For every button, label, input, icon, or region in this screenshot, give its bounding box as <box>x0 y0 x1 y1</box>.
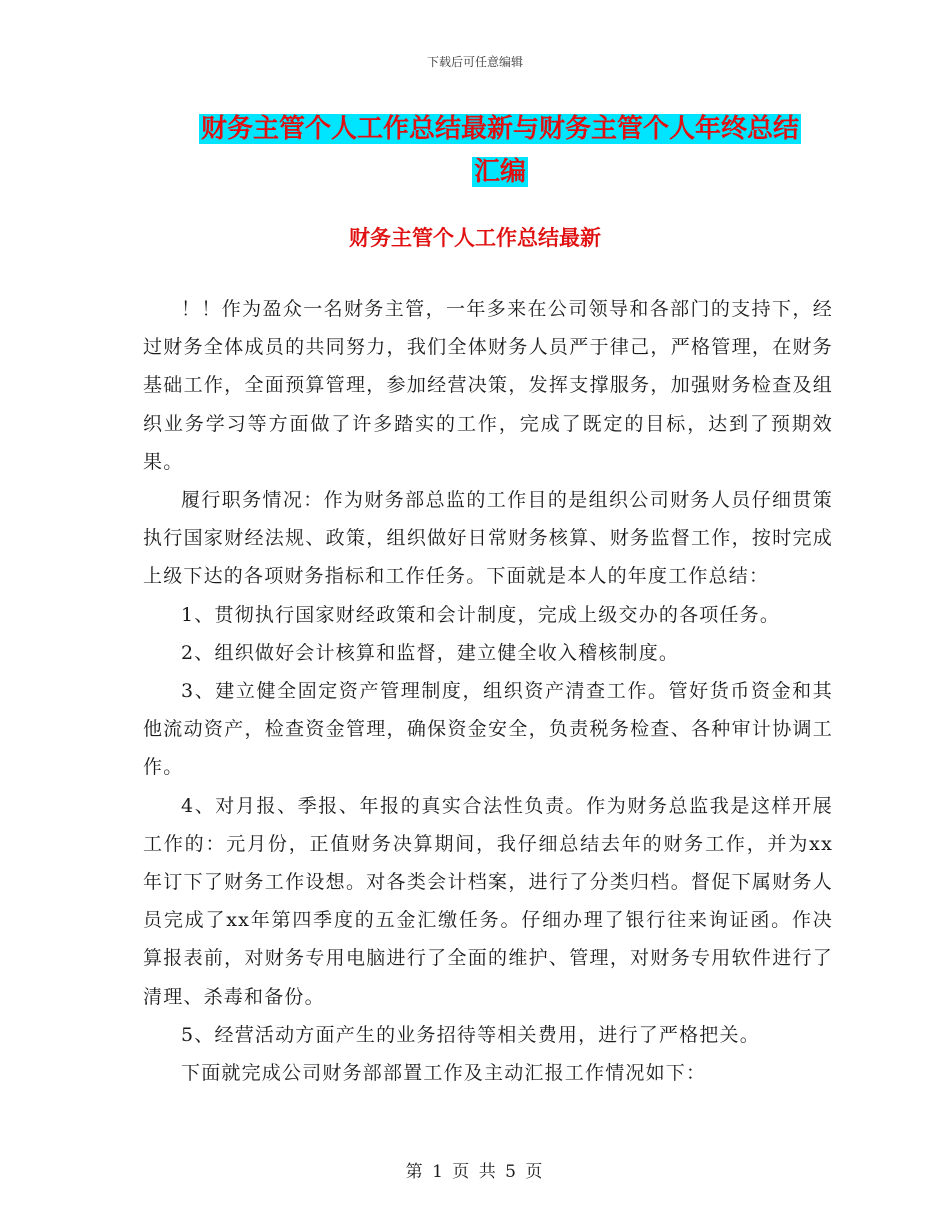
paragraph: 3、建立健全固定资产管理制度，组织资产清查工作。管好货币资金和其他流动资产，检查资金管理，确保资金安全，负责税务检查、各种审计协调工作。 <box>143 680 833 779</box>
document-title <box>160 108 840 194</box>
paragraph: 履行职务情况：作为财务部总监的工作目的是组织公司财务人员仔细贯策执行国家财经法规、政策，组织做好日常财务核算、财务监督工作，按时完成上级下达的各项财务指标和工作任务。下面就是本人的年度工作总结： <box>143 489 833 588</box>
paragraph: 1、贯彻执行国家财经政策和会计制度，完成上级交办的各项任务。 <box>181 603 781 626</box>
section-title: 财务主管个人工作总结最新 <box>349 226 601 250</box>
header-note: 下载后可任意编辑 <box>426 55 523 69</box>
paragraph: ！！作为盈众一名财务主管，一年多来在公司领导和各部门的支持下，经过财务全体成员的共同努力，我们全体财务人员严于律己，严格管理，在财务基础工作，全面预算管理，参加经营决策，发挥支撑服务，加强财务检查及组织业务学习等方面做了许多踏实的工作，完成了既定的目标，达到了预期效果。 <box>143 298 833 473</box>
page-number-footer: 第 1 页 共 5 页 <box>405 1162 545 1182</box>
paragraph: 2、组织做好会计核算和监督，建立健全收入稽核制度。 <box>181 641 680 664</box>
paragraph: 下面就完成公司财务部部置工作及主动汇报工作情况如下： <box>181 1062 707 1085</box>
document-title-line-2: 汇编 <box>473 157 526 187</box>
paragraph: 4、对月报、季报、年报的真实合法性负责。作为财务总监我是这样开展工作的：元月份，正值财务决算期间，我仔细总结去年的财务工作，并为xx年订下了财务工作设想。对各类会计档案，进行了分类归档。督促下属财务人员完成了xx年第四季度的五金汇缴任务。仔细办理了银行往来询证函。作决算报表前，对财务专用电脑进行了全面的维护、管理，对财务专用软件进行了清理、杀毒和备份。 <box>143 794 833 1008</box>
paragraph: 5、经营活动方面产生的业务招待等相关费用，进行了严格把关。 <box>181 1023 760 1046</box>
body-text <box>143 290 833 1092</box>
document-title-line-1: 财务主管个人工作总结最新与财务主管个人年终总结 <box>200 114 799 144</box>
